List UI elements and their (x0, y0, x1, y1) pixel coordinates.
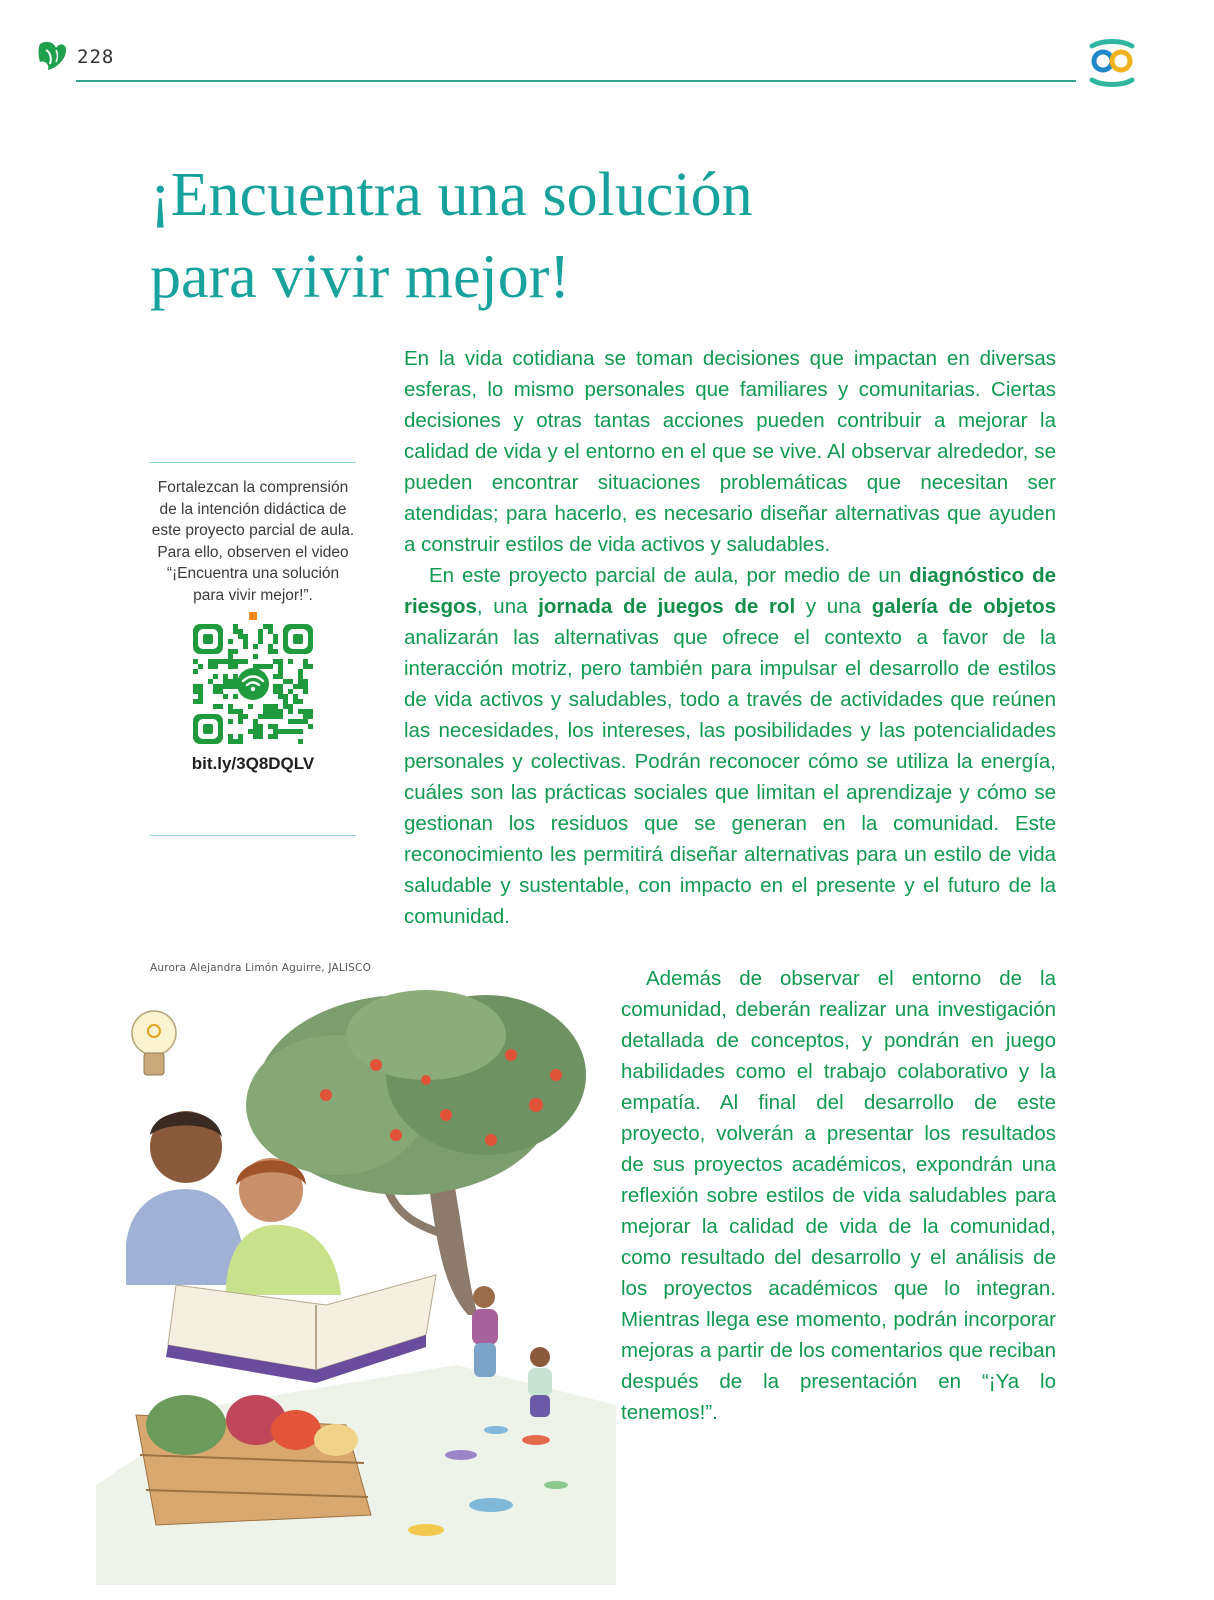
boy-reading (126, 1111, 246, 1285)
video-sidebar (150, 462, 356, 836)
paragraph-2-text: analizarán las alternativas que ofrece el contexto a favor de la interacción motriz, pero también para impulsar el desarrollo de estilos de vida activos y saludables, todo a través de actividades que reúnen las necesidades, los intereses, las posibilidades y las potencialidades personales y colectivas. Podrán reconocer cómo se utiliza la energía, cuáles son las prácticas sociales que limitan el aprendizaje y cómo se gestionan los residuos que se generan en la comunidad. Este reconocimiento les permitirá diseñar alternativas para un estilo de vida saludable y sustentable, con impacto en el presente y el futuro de la comunidad. (404, 626, 1056, 928)
child-jumping (472, 1286, 498, 1377)
keyword-role-play: jornada de juegos de rol (538, 595, 796, 618)
paragraph-3: Además de observar el entorno de la comunidad, deberán realizar una investigación detallada de conceptos, y pondrán en juego habilidades como el trabajo colaborativo y la empatía. Al final del desarrollo de este proyecto, volverán a presentar los resultados de sus proyectos académicos, expondrán una reflexión sobre estilos de vida saludables para mejorar la calidad de vida de la comunidad, como resultado del desarrollo y el análisis de los proyectos académicos que lo integran. Mientras llega ese momento, podrán incorporar mejoras a partir de los comentarios que reciban después de la presentación en “¡Ya lo tenemos!”. (621, 967, 1056, 1424)
light-bulb-icon (132, 1011, 176, 1075)
paragraph-2 (404, 560, 1056, 932)
illustration-credit: Aurora Alejandra Limón Aguirre, JALISCO (150, 962, 372, 974)
qr-marker (249, 612, 257, 620)
video-link[interactable]: bit.ly/3Q8DQLV (191, 754, 315, 773)
main-text-column (404, 343, 1056, 932)
rings-logo-icon (1086, 36, 1138, 88)
qr-code[interactable] (193, 624, 313, 744)
page-number: 228 (77, 46, 115, 68)
leaf-book-icon (36, 38, 68, 72)
paragraph-2-text: y una (795, 595, 872, 618)
keyword-object-gallery: galería de objetos (871, 595, 1057, 618)
paragraph-2-text: En este proyecto parcial de aula, por medio de un (429, 564, 910, 587)
paragraph-1: En la vida cotidiana se toman decisiones que impactan en diversas esferas, lo mismo personales que familiares y comunitarias. Ciertas decisiones y otras tantas acciones pueden contribuir a mejorar la calidad de vida y el entorno en el que se vive. Al observar alrededor, se pueden encontrar situaciones problemáticas que necesitan ser atendidas; para hacerlo, es necesario diseñar alternativas que ayuden a construir estilos de vida activos y saludables. (404, 347, 1056, 556)
keyword-risk-diagnosis: diagnóstico de riesgos (404, 564, 1056, 618)
title-line-1: ¡Encuentra una solución (150, 161, 753, 229)
sidebar-text: Fortalezcan la comprensión de la intención didáctica de este proyecto parcial de aula. Para ello, observen el video “¡Encuentra una solución para vivir mejor!”. (151, 479, 355, 604)
child-playing (528, 1347, 552, 1417)
paragraph-2-text: , una (476, 595, 539, 618)
children-tree-illustration (96, 985, 616, 1585)
header-rule (76, 80, 1076, 82)
page-title (150, 154, 930, 318)
title-line-2: para vivir mejor! (150, 243, 571, 311)
